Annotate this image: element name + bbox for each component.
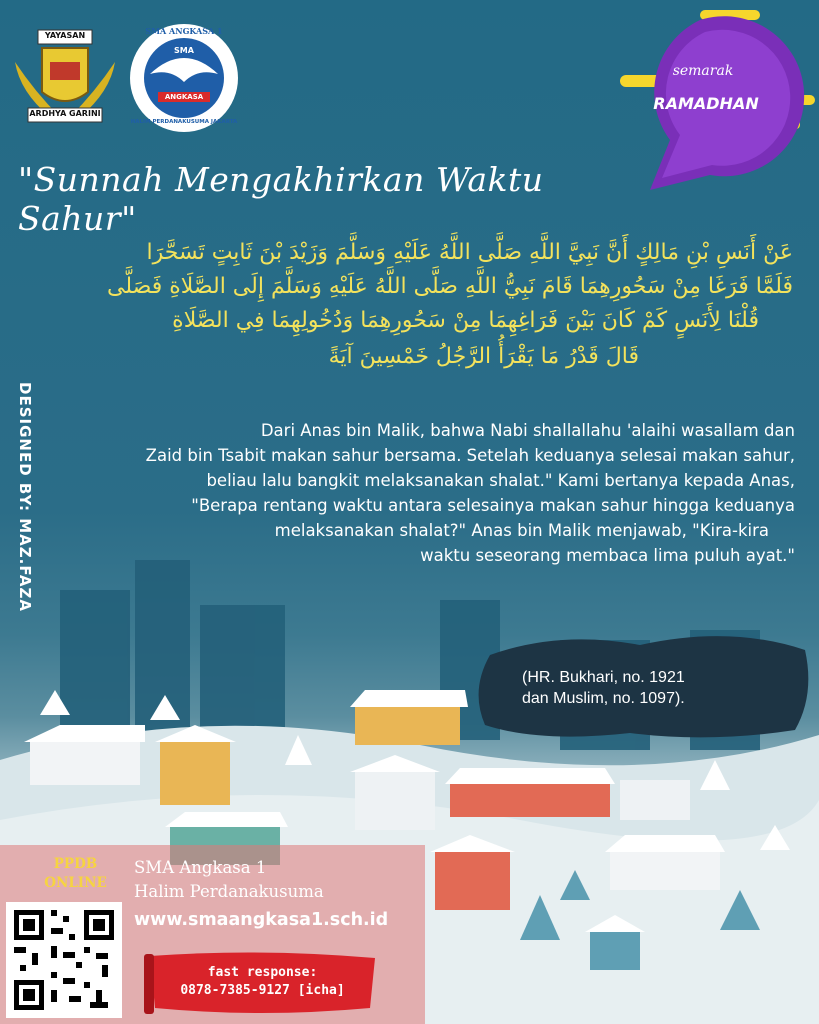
logo-left-bottom-text: ARDHYA GARINI	[29, 109, 101, 118]
ppdb-line: PPDB	[53, 856, 98, 872]
badge-semarak: semarak	[672, 63, 734, 79]
ardhya-garini-logo	[10, 22, 120, 127]
translation-line: Dari Anas bin Malik, bahwa Nabi shallallahu 'alaihi wasallam dan	[260, 421, 795, 440]
translation-line: waktu seseorang membaca lima puluh ayat."	[420, 546, 795, 566]
fast-response-label: fast response:	[207, 965, 318, 980]
arabic-line-4: قَالَ قَدْرُ مَا يَقْرَأُ الرَّجُلُ خَمْسِينَ آيَةً	[328, 344, 639, 369]
arabic-line-1: عَنْ أَنَسِ بْنِ مَالِكٍ أَنَّ نَبِيَّ اللَّهِ صَلَّى اللَّهُ عَلَيْهِ وَسَلَّمَ وَزَيْدَ بْنَ ثَابِتٍ تَسَحَّرَا	[146, 240, 793, 265]
page-title: "Sunnah Mengakhirkan Waktu Sahur"	[18, 160, 544, 238]
fast-response-text[interactable]	[150, 958, 375, 1008]
designer-credit	[8, 382, 36, 660]
reference-line: (HR. Bukhari, no. 1921	[522, 669, 685, 686]
badge-ramadhan: RAMADHAN	[653, 94, 759, 113]
designer-credit-text: DESIGNED BY: MAZ.FAZA	[16, 382, 34, 612]
translation-line: Zaid bin Tsabit makan sahur bersama. Setelah keduanya selesai makan sahur,	[145, 446, 795, 466]
logo-right-inner-text: SMA	[174, 46, 194, 55]
translation-line: "Berapa rentang waktu antara selesainya makan sahur hingga keduanya	[191, 496, 795, 516]
translation-line: beliau lalu bangkit melaksanakan shalat." Kami bertanya kepada Anas,	[206, 471, 795, 491]
translation-block	[65, 418, 795, 568]
phone-number: 0878-7385-9127 [icha]	[180, 983, 345, 999]
website-link[interactable]: www.smaangkasa1.sch.id	[134, 910, 389, 930]
ppdb-online-label	[28, 855, 123, 893]
logo-left-top-text: YAYASAN	[44, 31, 86, 40]
hadith-reference	[522, 668, 782, 710]
school-line-2: Halim Perdanakusuma	[134, 881, 324, 901]
logo-right-band-text: ANGKASA	[164, 93, 204, 101]
arabic-line-3: قُلْنَا لِأَنَسٍ كَمْ كَانَ بَيْنَ فَرَاغِهِمَا مِنْ سَحُورِهِمَا وَدُخُولِهِمَا فِي الصَّلَاةِ	[172, 308, 759, 333]
logo-right-bottom-text: HALIM PERDANAKUSUMA JAKARTA	[130, 119, 238, 125]
translation-line: melaksanakan shalat?" Anas bin Malik menjawab, "Kira-kira	[274, 521, 769, 541]
qr-code-icon[interactable]	[6, 902, 122, 1018]
arabic-line-2: فَلَمَّا فَرَغَا مِنْ سَحُورِهِمَا قَامَ نَبِيُّ اللَّهِ صَلَّى اللَّهُ عَلَيْهِ وَسَلَّمَ إِلَى الصَّلَاةِ فَصَلَّى	[107, 274, 793, 299]
online-line: ONLINE	[44, 874, 107, 891]
school-name	[134, 856, 324, 904]
school-line-1: SMA Angkasa 1	[134, 858, 267, 877]
logo-right-top-text: SMA ANGKASA 1	[145, 26, 223, 36]
reference-line: dan Muslim, no. 1097).	[522, 689, 685, 707]
sma-angkasa-logo	[128, 22, 240, 134]
